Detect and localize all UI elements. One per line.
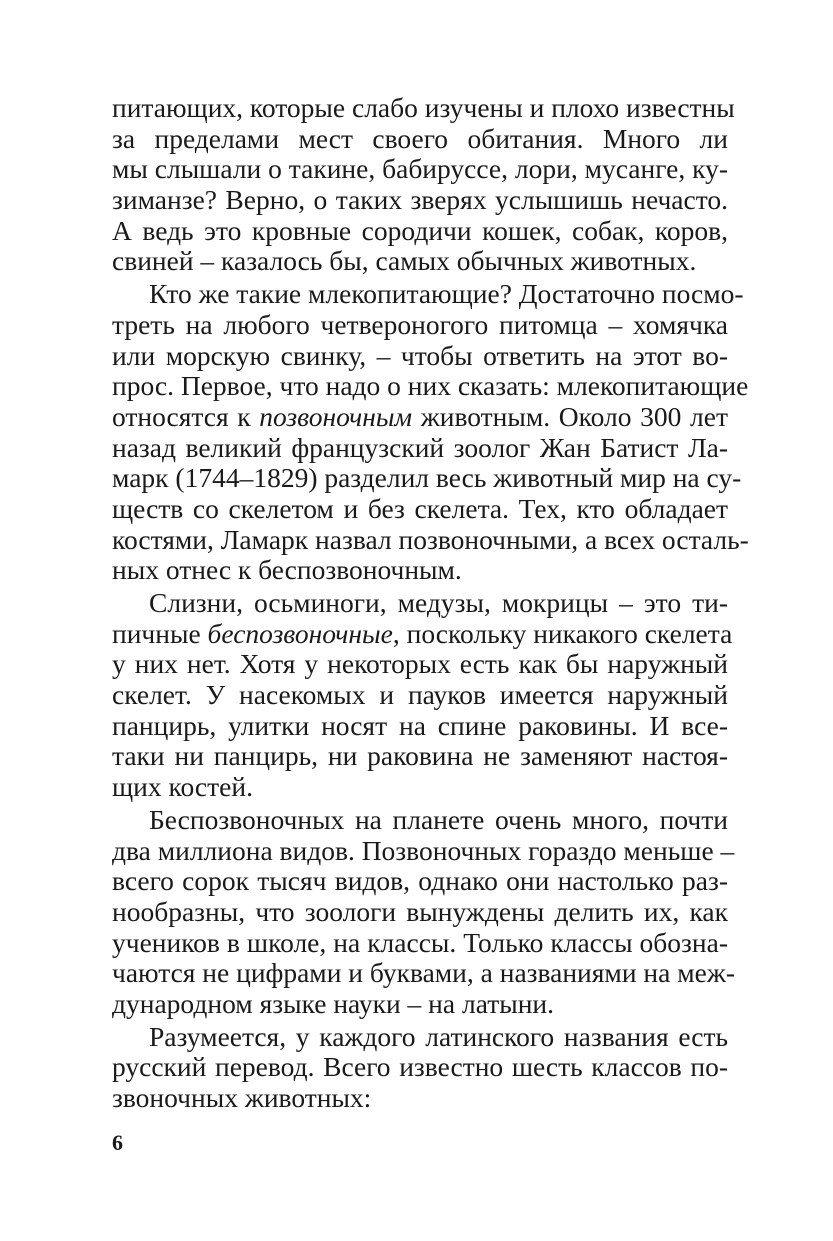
text-line: питающих, которые слабо изучены и плохо известны [112, 92, 735, 123]
paragraph [112, 803, 735, 1020]
text-line: звоночных животных: [112, 1082, 372, 1113]
text-line: треть на любого четвероногого питомца – хомячка [112, 308, 728, 340]
paragraph [112, 92, 735, 277]
text-line: панцирь, улитки носят на спине раковины. И все- [112, 709, 728, 741]
text-line: русский перевод. Всего известно шесть классов по- [112, 1051, 728, 1083]
text-line: ных отнес к беспозвоночным. [112, 554, 462, 586]
text-line: у них нет. Хотя у некоторых есть как бы наружный [112, 648, 728, 680]
text-line: марк (1744–1829) разделил весь животный мир на су- [112, 462, 742, 494]
text-line: щих костей. [112, 771, 253, 803]
text-line: Кто же такие млекопитающие? Достаточно посмо- [149, 278, 744, 310]
text-line: за пределами мест своего обитания. Много ли [112, 122, 728, 154]
text-line: чаются не цифрами и буквами, а названиями на меж- [112, 957, 735, 989]
italic-term: беспозвоночные [207, 617, 393, 649]
text-line: прос. Первое, что надо о них сказать: млекопитающие [112, 370, 749, 402]
text-run: , поскольку никакого скелета [392, 617, 733, 649]
text-line [112, 617, 733, 650]
paragraph [112, 587, 733, 803]
paragraph [112, 1022, 728, 1114]
text-line: скелет. У насекомых и пауков имеется наружный [112, 679, 728, 711]
text-line: или морскую свинку, – чтобы ответить на этот во- [112, 339, 728, 371]
italic-term: позвоночным [259, 400, 413, 432]
page-number: 6 [112, 1130, 123, 1155]
text-line: Разумеется, у каждого латинского названия есть [149, 1020, 728, 1052]
text-line: зиманзе? Верно, о таких зверях услышишь нечасто. [112, 184, 728, 216]
body-text [112, 92, 749, 1114]
text-run: животным. Около 300 лет [412, 400, 728, 432]
text-line: А ведь это кровные сородичи кошек, собак, коров, [112, 214, 728, 246]
text-line: дународном языке науки – на латыни. [112, 987, 555, 1019]
text-line: свиней – казалось бы, самых обычных животных. [112, 245, 697, 277]
text-run: относятся к [112, 400, 260, 432]
paragraph [112, 278, 749, 586]
text-line: всего сорок тысяч видов, однако они настолько раз- [112, 865, 728, 897]
text-line: учеников в школе, на классы. Только классы обозна- [112, 926, 728, 958]
text-line [112, 402, 728, 433]
text-line: ществ со скелетом и без скелета. Тех, кто обладает [112, 492, 728, 524]
text-line: Слизни, осьминоги, медузы, мокрицы – это ти- [149, 587, 728, 618]
text-line: назад великий французский зоолог Жан Батист Ла- [112, 431, 728, 463]
text-run: пичные [112, 617, 208, 649]
text-line: костями, Ламарк назвал позвоночными, а всех осталь- [112, 523, 749, 555]
text-line: два миллиона видов. Позвоночных гораздо меньше – [112, 834, 735, 866]
text-line: таки ни панцирь, ни раковина не заменяют настоя- [112, 740, 728, 772]
text-line: Беспозвоночных на планете очень много, почти [149, 803, 728, 835]
text-line: нообразны, что зоологи вынуждены делить их, как [112, 895, 728, 927]
text-line: мы слышали о такине, бабируссе, лори, мусанге, ку- [112, 153, 728, 185]
